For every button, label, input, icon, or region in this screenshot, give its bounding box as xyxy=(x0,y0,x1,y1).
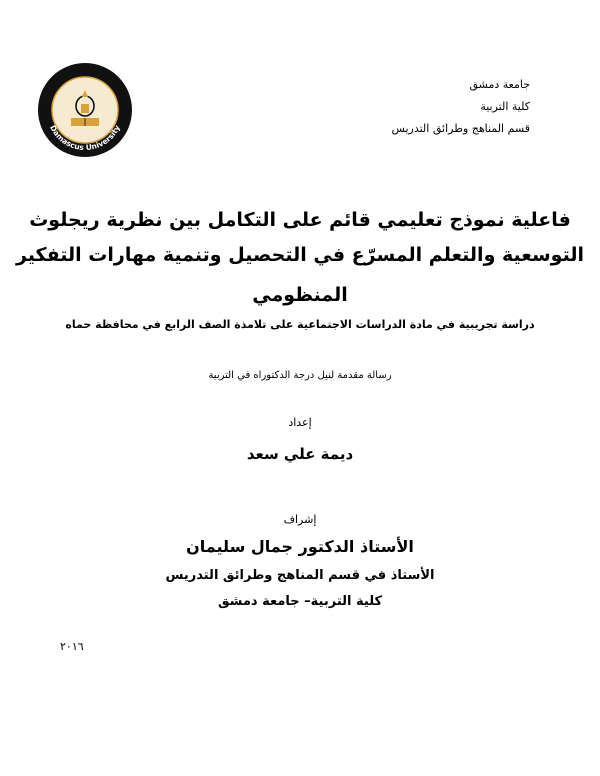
supervisor-affiliation: كلية التربية– جامعة دمشق xyxy=(217,594,383,609)
supervision-label: إشراف xyxy=(283,513,317,526)
supervisor-name: الأستاذ الدكتور جمال سليمان xyxy=(186,537,414,556)
year: ٢٠١٦ xyxy=(60,640,84,653)
degree-statement: رسالة مقدمة لنيل درجة الدكتوراه في التربية xyxy=(208,370,392,381)
logo-ring-text: Damascus University xyxy=(48,123,122,153)
thesis-title-line-2: التوسعية والتعلم المسرّع في التحصيل وتنمية مهارات التفكير xyxy=(15,244,584,266)
thesis-title-line-1: فاعلية نموذج تعليمي قائم على التكامل بين نظرية ريجلوث xyxy=(29,209,571,231)
author-name: ديمة علي سعد xyxy=(246,445,354,463)
department-name: قسم المناهج وطرائق التدريس xyxy=(391,122,530,135)
university-logo xyxy=(35,60,135,160)
faculty-name: كلية التربية xyxy=(480,100,530,113)
supervisor-position: الأستاذ في قسم المناهج وطرائق التدريس xyxy=(165,568,435,583)
prepared-by-label: إعداد xyxy=(288,416,312,429)
thesis-subtitle: دراسة تجريبية في مادة الدراسات الاجتماعية على تلامذة الصف الرابع في محافظة حماه xyxy=(65,318,535,331)
thesis-title-line-3: المنظومي xyxy=(252,284,348,306)
university-name: جامعة دمشق xyxy=(469,78,530,91)
